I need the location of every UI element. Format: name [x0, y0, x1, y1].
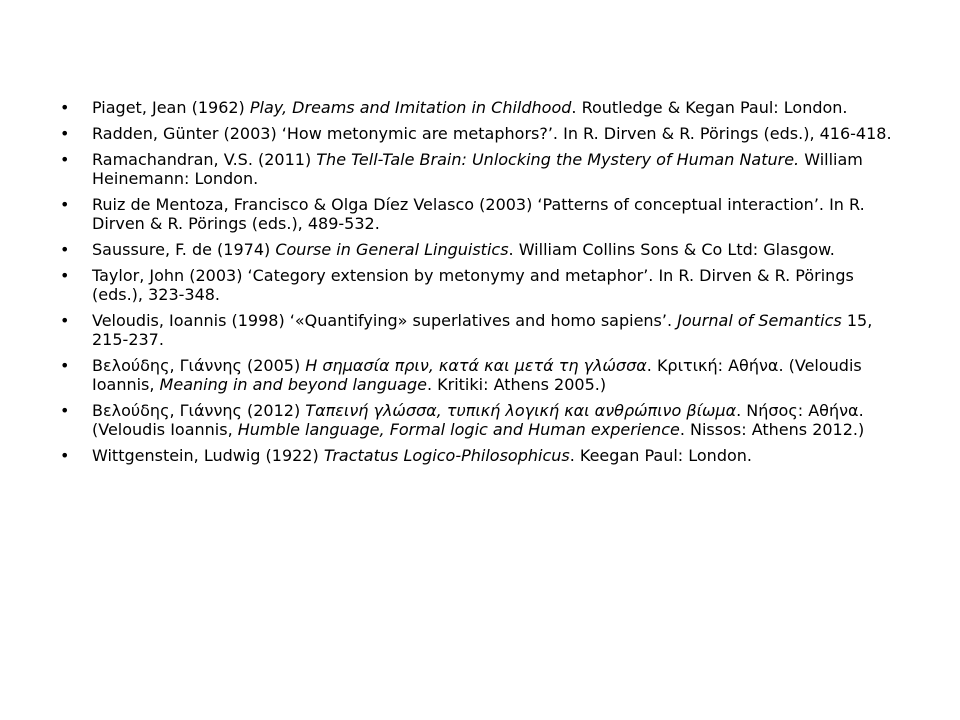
- reference-item: [60, 195, 908, 233]
- reference-text: [92, 124, 892, 143]
- reference-item: [60, 240, 908, 259]
- bullet-icon: •: [60, 150, 70, 169]
- reference-text: [92, 446, 752, 465]
- bullet-icon: •: [60, 98, 70, 117]
- reference-segment: . William Collins Sons & Co Ltd: Glasgow.: [508, 240, 835, 259]
- reference-segment: . Keegan Paul: London.: [569, 446, 752, 465]
- reference-item: [60, 446, 908, 465]
- reference-item: [60, 124, 908, 143]
- reference-segment: Ruiz de Mentoza, Francisco & Olga Díez Velasco (2003) ‘Patterns of conceptual interaction’. In R. Dirven & R. Pörings (eds.), 489-532.: [92, 195, 865, 233]
- reference-title: Humble language, Formal logic and Human experience: [237, 420, 680, 439]
- reference-item: [60, 98, 908, 117]
- reference-segment: Ramachandran, V.S. (2011): [92, 150, 317, 169]
- reference-text: [92, 98, 848, 117]
- reference-text: [92, 311, 872, 349]
- reference-segment: 15, 215-237.: [92, 311, 873, 349]
- reference-segment: . Κριτική: Αθήνα. (Veloudis Ioannis,: [92, 356, 862, 394]
- reference-item: [60, 150, 908, 188]
- reference-text: [92, 195, 865, 233]
- reference-segment: Βελούδης, Γιάννης (2012): [92, 401, 306, 420]
- reference-segment: . Kritiki: Athens 2005.): [426, 375, 607, 394]
- reference-title: Η σημασία πριν, κατά και μετά τη γλώσσα: [305, 356, 647, 375]
- reference-text: [92, 356, 862, 394]
- reference-title: Tractatus Logico-Philosophicus: [323, 446, 570, 465]
- bullet-icon: •: [60, 240, 70, 259]
- bullet-icon: •: [60, 311, 70, 330]
- reference-segment: Radden, Günter (2003) ‘How metonymic are metaphors?’. In R. Dirven & R. Pörings (eds.), 416-418.: [92, 124, 892, 143]
- reference-text: [92, 150, 863, 188]
- reference-text: [92, 401, 864, 439]
- bullet-icon: •: [60, 356, 70, 375]
- reference-segment: . Routledge & Kegan Paul: London.: [571, 98, 848, 117]
- bullet-icon: •: [60, 266, 70, 285]
- reference-item: [60, 356, 908, 394]
- bullet-icon: •: [60, 446, 70, 465]
- reference-item: [60, 266, 908, 304]
- reference-segment: Βελούδης, Γιάννης (2005): [92, 356, 306, 375]
- reference-title: Course in General Linguistics: [275, 240, 509, 259]
- bullet-icon: •: [60, 401, 70, 420]
- reference-text: [92, 266, 854, 304]
- reference-segment: . Νήσος: Αθήνα. (Veloudis Ioannis,: [92, 401, 864, 439]
- reference-segment: . Nissos: Athens 2012.): [679, 420, 865, 439]
- reference-item: [60, 311, 908, 349]
- reference-segment: Wittgenstein, Ludwig (1922): [92, 446, 324, 465]
- reference-title: Ταπεινή γλώσσα, τυπική λογική και ανθρώπινο βίωμα: [305, 401, 737, 420]
- reference-title: The Tell-Tale Brain: Unlocking the Mystery of Human Nature.: [316, 150, 800, 169]
- reference-list: [60, 98, 908, 472]
- bullet-icon: •: [60, 195, 70, 214]
- reference-text: [92, 240, 835, 259]
- reference-title: Meaning in and beyond language: [159, 375, 427, 394]
- reference-segment: Saussure, F. de (1974): [92, 240, 276, 259]
- reference-segment: Veloudis, Ioannis (1998) ‘«Quantifying» superlatives and homo sapiens’.: [92, 311, 678, 330]
- bullet-icon: •: [60, 124, 70, 143]
- reference-title: Play, Dreams and Imitation in Childhood: [249, 98, 572, 117]
- reference-title: Journal of Semantics: [677, 311, 842, 330]
- reference-segment: Taylor, John (2003) ‘Category extension by metonymy and metaphor’. In R. Dirven & R. Pörings (eds.), 323-348.: [92, 266, 854, 304]
- reference-item: [60, 401, 908, 439]
- reference-segment: William Heinemann: London.: [92, 150, 863, 188]
- reference-segment: Piaget, Jean (1962): [92, 98, 250, 117]
